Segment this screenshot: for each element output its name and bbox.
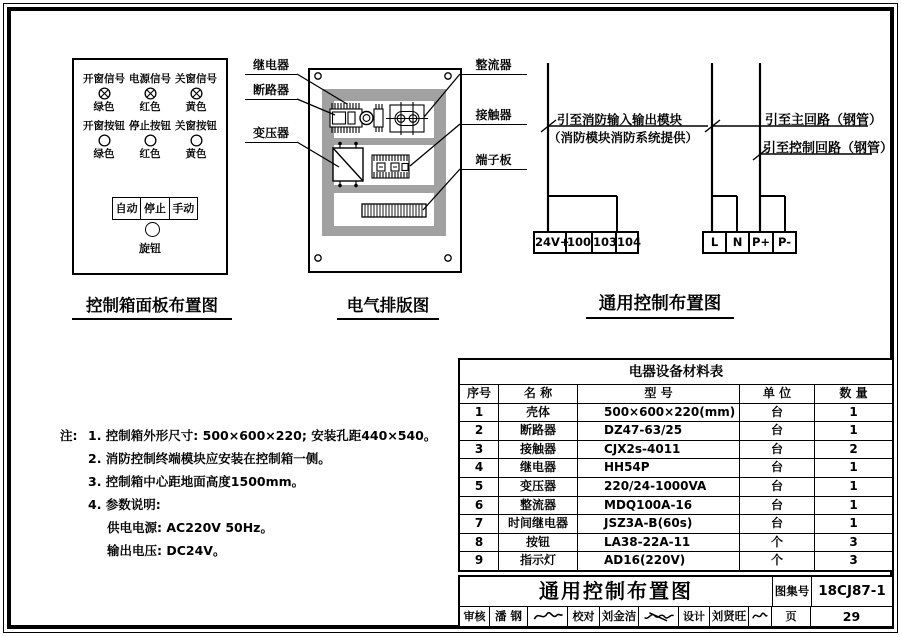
- cell-seq: 6: [460, 497, 499, 516]
- control-box-panel: [72, 58, 228, 275]
- button-close: [173, 120, 219, 161]
- cell-model: HH54P: [578, 459, 740, 478]
- mode-auto: 自动: [113, 198, 141, 219]
- cell-name: 变压器: [499, 478, 578, 497]
- cell-unit: 台: [740, 422, 815, 441]
- cell-seq: 8: [460, 534, 499, 553]
- panel-row-3: [334, 193, 434, 226]
- signal-color: 黄色: [185, 101, 207, 113]
- label-rectifier: 整流器: [460, 58, 527, 75]
- mode-selector-switch: [112, 197, 198, 220]
- signal-lamp-icon: [144, 87, 157, 100]
- notes-block: [60, 424, 462, 562]
- terminal-p-plus: P+: [750, 233, 774, 252]
- mode-manual: 手动: [172, 202, 195, 215]
- signal-open: [81, 73, 127, 114]
- cell-qty: 3: [815, 534, 892, 553]
- note-line: 供电电源: AC220V 50Hz。: [107, 520, 273, 535]
- note-line: 3. 控制箱中心距地面高度1500mm。: [88, 474, 305, 489]
- rotary-knob-icon: [145, 222, 160, 237]
- title-block-top-row: [460, 577, 892, 607]
- signal-close: [173, 73, 219, 114]
- cell-unit: 台: [740, 459, 815, 478]
- button-label: 停止按钮: [129, 120, 171, 132]
- cell-name: 时间继电器: [499, 515, 578, 534]
- cell-qty: 3: [849, 553, 858, 568]
- cell-qty: 1: [815, 422, 892, 441]
- title-block: [458, 575, 894, 628]
- cell-name: 按钮: [499, 534, 578, 553]
- control-circuit-note: 引至控制回路（钢管）: [763, 141, 894, 156]
- design-signature-scribble: [749, 607, 772, 626]
- caption-control-layout: 通用控制布置图: [586, 290, 734, 319]
- push-button-icon: [98, 134, 111, 147]
- cell-seq: 7: [460, 515, 499, 534]
- cell-model: JSZ3A-B(60s): [578, 515, 740, 534]
- cell-unit: 台: [740, 515, 815, 534]
- cell-name: 继电器: [499, 459, 578, 478]
- signal-color: 绿色: [93, 101, 115, 113]
- materials-table-grid: [460, 385, 892, 570]
- signal-lamp-icon: [190, 87, 203, 100]
- review-name: 潘 钢: [490, 607, 528, 626]
- signal-lamp-icon: [98, 87, 111, 100]
- cell-qty: 1: [815, 515, 892, 534]
- cell-name: 接触器: [499, 441, 578, 460]
- design-name: 刘贤旺: [710, 607, 749, 626]
- atlas-no-value: 18CJ87-1: [818, 583, 886, 599]
- check-signature-scribble: [639, 607, 679, 626]
- button-stop: [127, 120, 173, 161]
- terminal-24v: 24V+: [535, 233, 567, 252]
- cell-name: 壳体: [499, 404, 578, 423]
- check-label: 校对: [568, 607, 600, 626]
- cell-seq: 3: [460, 441, 499, 460]
- signal-label: 关窗信号: [175, 73, 217, 85]
- cell-model: LA38-22A-11: [578, 534, 740, 553]
- page-no-value: 29: [842, 609, 861, 624]
- notes-prefix: 注:: [60, 428, 78, 443]
- terminal-l: L: [704, 233, 727, 252]
- button-color: 黄色: [185, 148, 207, 160]
- note-line: 4. 参数说明:: [88, 497, 161, 512]
- terminal-n: N: [727, 233, 750, 252]
- cell-unit: 台: [740, 441, 815, 460]
- cell-unit: 台: [740, 404, 815, 423]
- terminal-p-minus: P-: [778, 235, 791, 249]
- review-signature-scribble: [528, 607, 568, 626]
- signal-label: 电源信号: [129, 73, 171, 85]
- label-contactor: 接触器: [460, 108, 527, 125]
- terminal-100: 100: [567, 233, 593, 252]
- panel-row-1: [334, 101, 434, 138]
- button-color: 绿色: [93, 148, 115, 160]
- label-breaker: 断路器: [245, 83, 297, 100]
- design-label: 设计: [679, 607, 710, 626]
- button-label: 开窗按钮: [83, 120, 125, 132]
- cell-unit: 个: [740, 552, 815, 570]
- terminal-block-dc: [533, 231, 642, 254]
- button-label: 关窗按钮: [175, 120, 217, 132]
- button-open: [81, 120, 127, 161]
- push-button-group: [81, 120, 219, 161]
- note-line: 输出电压: DC24V。: [107, 543, 226, 558]
- cell-name: 整流器: [499, 497, 578, 516]
- cell-model: AD16(220V): [578, 552, 740, 570]
- terminal-103: 103: [593, 233, 617, 252]
- cell-seq: 4: [460, 459, 499, 478]
- caption-electrical-layout: 电气排版图: [337, 292, 439, 320]
- col-header: 数 量: [815, 385, 892, 404]
- atlas-no-label: 图集号: [773, 577, 812, 606]
- signal-power: [127, 73, 173, 114]
- fire-module-note-line2: （消防模块消防系统提供）: [548, 130, 699, 145]
- cell-model: MDQ100A-16: [578, 497, 740, 516]
- cell-name: 断路器: [499, 422, 578, 441]
- button-color: 红色: [139, 148, 161, 160]
- label-terminal-board: 端子板: [460, 153, 527, 170]
- cell-seq: 2: [460, 422, 499, 441]
- materials-table-title: 电器设备材料表: [460, 360, 892, 385]
- mode-stop: 停止: [141, 198, 169, 219]
- col-header: 名 称: [499, 385, 578, 404]
- signal-label: 开窗信号: [83, 73, 125, 85]
- title-block-bottom-row: [460, 607, 892, 626]
- col-header: 单 位: [740, 385, 815, 404]
- col-header: 序号: [460, 385, 499, 404]
- cell-seq: 1: [460, 404, 499, 423]
- cell-unit: 台: [740, 497, 815, 516]
- page-label: 页: [772, 607, 811, 626]
- cell-name: 指示灯: [499, 552, 578, 570]
- panel-row-2: [334, 145, 434, 185]
- label-transformer: 变压器: [245, 126, 297, 143]
- push-button-icon: [144, 134, 157, 147]
- signal-color: 红色: [139, 101, 161, 113]
- cell-model: 500×600×220(mm): [578, 404, 740, 423]
- cell-unit: 台: [740, 478, 815, 497]
- caption-panel-layout: 控制箱面板布置图: [72, 292, 232, 320]
- review-label: 审核: [460, 607, 490, 626]
- sheet-title: 通用控制布置图: [460, 577, 773, 606]
- notes-body: [88, 424, 436, 562]
- main-circuit-note: 引至主回路（钢管）: [765, 113, 883, 128]
- materials-table: [458, 358, 894, 572]
- col-header: 型 号: [578, 385, 740, 404]
- cell-model: CJX2s-4011: [578, 441, 740, 460]
- cell-seq: 5: [460, 478, 499, 497]
- knob-label: 旋钮: [139, 242, 161, 255]
- cell-qty: 1: [815, 497, 892, 516]
- push-button-icon: [190, 134, 203, 147]
- cell-qty: 1: [815, 478, 892, 497]
- cell-seq: 9: [460, 552, 499, 570]
- check-name: 刘金洁: [600, 607, 639, 626]
- signal-lamp-group: [81, 73, 219, 114]
- cell-qty: 1: [815, 404, 892, 423]
- cell-qty: 2: [815, 441, 892, 460]
- cell-unit: 个: [740, 534, 815, 553]
- terminal-block-ac: [702, 231, 797, 254]
- cell-model: DZ47-63/25: [578, 422, 740, 441]
- cell-qty: 1: [815, 459, 892, 478]
- note-line: 2. 消防控制终端模块应安装在控制箱一侧。: [88, 451, 331, 466]
- terminal-104: 104: [617, 235, 642, 249]
- note-line: 1. 控制箱外形尺寸: 500×600×220; 安装孔距440×540。: [88, 428, 437, 443]
- cell-model: 220/24-1000VA: [578, 478, 740, 497]
- fire-module-note-line1: 引至消防输入输出模块: [557, 112, 683, 127]
- label-relay: 继电器: [245, 58, 297, 75]
